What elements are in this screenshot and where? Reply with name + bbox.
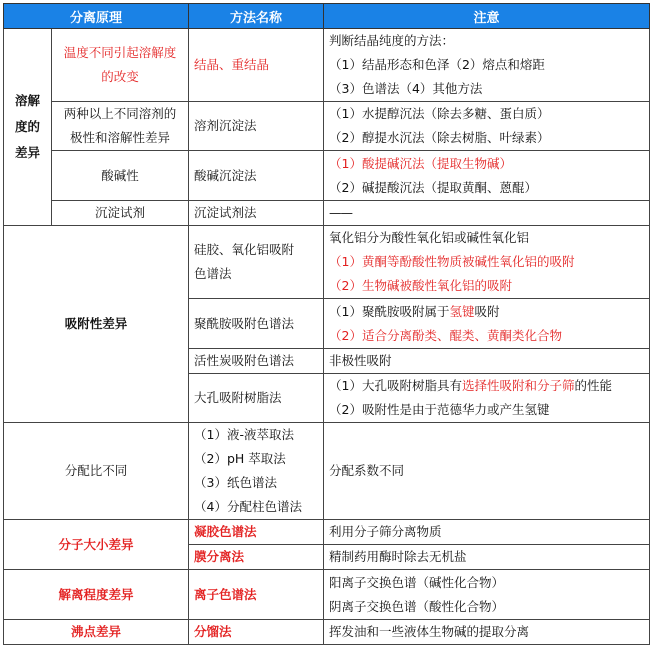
principle-cell: 酸碱性 <box>52 151 189 201</box>
method-cell: 分馏法 <box>189 620 324 645</box>
notes-cell: 氧化铝分为酸性氧化铝或碱性氧化铝 （1）黄酮等酚酸性物质被碱性氧化铝的吸附 （2）生物碱被酸性氧化铝的吸附 <box>324 226 650 299</box>
notes-cell: （1）大孔吸附树脂具有选择性吸附和分子筛的性能 （2）吸附性是由于范德华力或产生氢键 <box>324 374 650 423</box>
group-boiling-label: 沸点差异 <box>4 620 189 645</box>
group-adsorption-label: 吸附性差异 <box>4 226 189 423</box>
header-method: 方法名称 <box>189 4 324 29</box>
method-cell: 聚酰胺吸附色谱法 <box>189 299 324 349</box>
group-partition-label: 分配比不同 <box>4 423 189 520</box>
notes-cell: （1）酸提碱沉法（提取生物碱） （2）碱提酸沉法（提取黄酮、蒽醌） <box>324 151 650 201</box>
method-cell: 沉淀试剂法 <box>189 201 324 226</box>
notes-cell: 非极性吸附 <box>324 349 650 374</box>
method-cell: 硅胶、氧化铝吸附 色谱法 <box>189 226 324 299</box>
table-row <box>4 226 650 299</box>
table-row <box>4 201 650 226</box>
method-cell: 凝胶色谱法 <box>189 520 324 545</box>
notes-cell: 挥发油和一些液体生物碱的提取分离 <box>324 620 650 645</box>
notes-cell: 精制药用酶时除去无机盐 <box>324 545 650 570</box>
method-cell: 大孔吸附树脂法 <box>189 374 324 423</box>
header-notes: 注意 <box>324 4 650 29</box>
notes-cell: 利用分子筛分离物质 <box>324 520 650 545</box>
notes-cell: 判断结晶纯度的方法： （1）结晶形态和色泽（2）熔点和熔距 （3）色谱法（4）其他方法 <box>324 29 650 102</box>
group-size-label: 分子大小差异 <box>4 520 189 570</box>
table-row <box>4 520 650 545</box>
table-row <box>4 570 650 620</box>
table-row <box>4 151 650 201</box>
method-cell: 活性炭吸附色谱法 <box>189 349 324 374</box>
method-cell: 膜分离法 <box>189 545 324 570</box>
method-cell: 酸碱沉淀法 <box>189 151 324 201</box>
notes-cell: （1）聚酰胺吸附属于氢键吸附 （2）适合分离酚类、醌类、黄酮类化合物 <box>324 299 650 349</box>
principle-cell: 沉淀试剂 <box>52 201 189 226</box>
notes-cell: （1）水提醇沉法（除去多糖、蛋白质） （2）醇提水沉法（除去树脂、叶绿素） <box>324 102 650 151</box>
method-cell: 结晶、重结晶 <box>189 29 324 102</box>
notes-cell: 分配系数不同 <box>324 423 650 520</box>
group-solubility-label: 溶解 度的 差异 <box>4 29 52 226</box>
separation-methods-table <box>3 3 650 645</box>
table-row <box>4 620 650 645</box>
notes-cell: 阳离子交换色谱（碱性化合物） 阴离子交换色谱（酸性化合物） <box>324 570 650 620</box>
method-cell: （1）液-液萃取法 （2）pH 萃取法 （3）纸色谱法 （4）分配柱色谱法 <box>189 423 324 520</box>
principle-cell: 温度不同引起溶解度 的改变 <box>52 29 189 102</box>
table-row <box>4 102 650 151</box>
group-dissociation-label: 解离程度差异 <box>4 570 189 620</box>
table-row <box>4 423 650 520</box>
method-cell: 溶剂沉淀法 <box>189 102 324 151</box>
principle-cell: 两种以上不同溶剂的 极性和溶解性差异 <box>52 102 189 151</box>
header-principle: 分离原理 <box>4 4 189 29</box>
method-cell: 离子色谱法 <box>189 570 324 620</box>
header-row <box>4 4 650 29</box>
notes-cell: —— <box>324 201 650 226</box>
table-row <box>4 29 650 102</box>
